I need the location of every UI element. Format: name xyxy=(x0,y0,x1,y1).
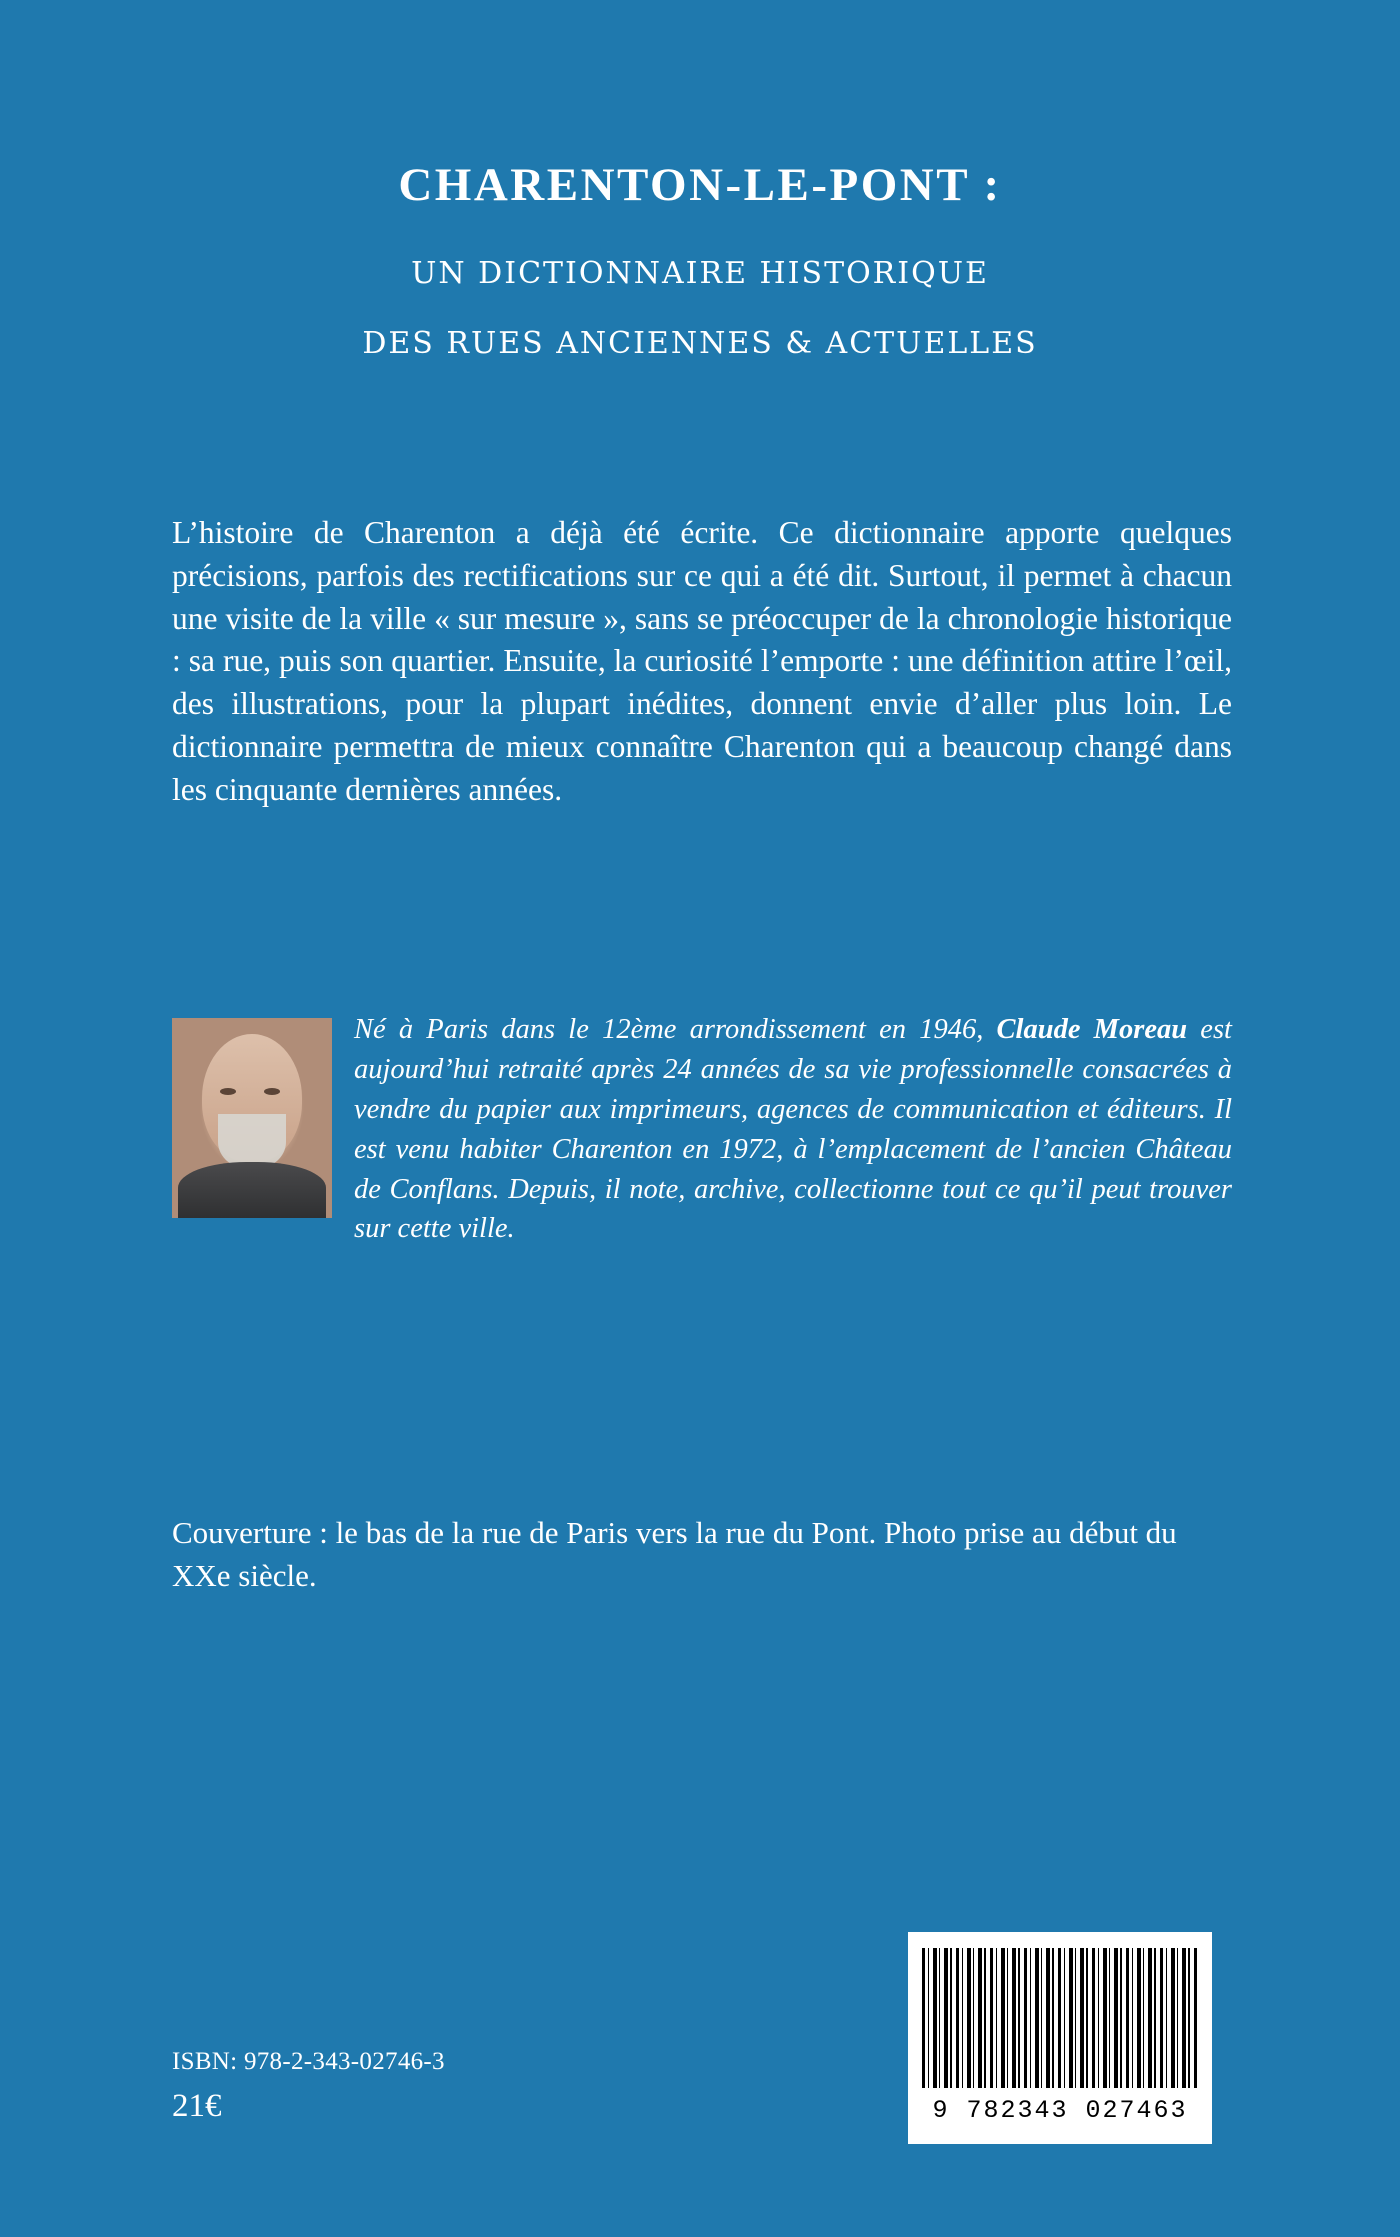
author-photo-body xyxy=(178,1162,326,1218)
barcode-bars xyxy=(922,1948,1198,2088)
author-photo-eye-left xyxy=(220,1088,236,1095)
author-bio xyxy=(172,1010,1232,1249)
author-photo-eye-right xyxy=(264,1088,280,1095)
isbn-block xyxy=(172,2048,445,2125)
price-text: 21€ xyxy=(172,2088,222,2124)
author-photo xyxy=(172,1018,332,1218)
page-title: CHARENTON-LE-PONT : xyxy=(398,159,1002,211)
title-block xyxy=(0,160,1400,362)
subtitle-line-1: UN DICTIONNAIRE HISTORIQUE xyxy=(411,255,989,291)
author-bio-text-start: Né à Paris dans le 12ème arrondissement en 1946, xyxy=(354,1014,997,1045)
cover-photo-credit: Couverture : le bas de la rue de Paris vers la rue du Pont. Photo prise au début du XXe siècle. xyxy=(172,1515,1177,1593)
subtitle-line-2: DES RUES ANCIENNES & ACTUELLES xyxy=(362,325,1038,361)
author-bio-text-end: est aujourd’hui retraité après 24 années de sa vie professionnelle consacrées à vendre du papier aux imprimeurs, agences de communication et éditeurs. Il est venu habiter Charenton en 1972, à l’emplacement de l’ancien Château de Conflans. Depuis, il note, archive, collectionne tout ce qu’il peut trouver sur cette ville. xyxy=(354,1014,1232,1245)
barcode xyxy=(908,1932,1212,2144)
barcode-number: 9 782343 027463 xyxy=(932,2096,1188,2125)
book-description: L’histoire de Charenton a déjà été écrite. Ce dictionnaire apporte quelques précisions, parfois des rectifications sur ce qui a été dit. Surtout, il permet à chacun une visite de la ville « sur mesure », sans se préoccuper de la chronologie historique : sa rue, puis son quartier. Ensuite, la curiosité l’emporte : une définition attire l’œil, des illustrations, pour la plupart inédites, donnent envie d’aller plus loin. Le dictionnaire permettra de mieux connaître Charenton qui a beaucoup changé dans les cinquante dernières années. xyxy=(172,515,1232,807)
author-name: Claude Moreau xyxy=(996,1014,1188,1045)
isbn-text: ISBN: 978-2-343-02746-3 xyxy=(172,2048,445,2075)
